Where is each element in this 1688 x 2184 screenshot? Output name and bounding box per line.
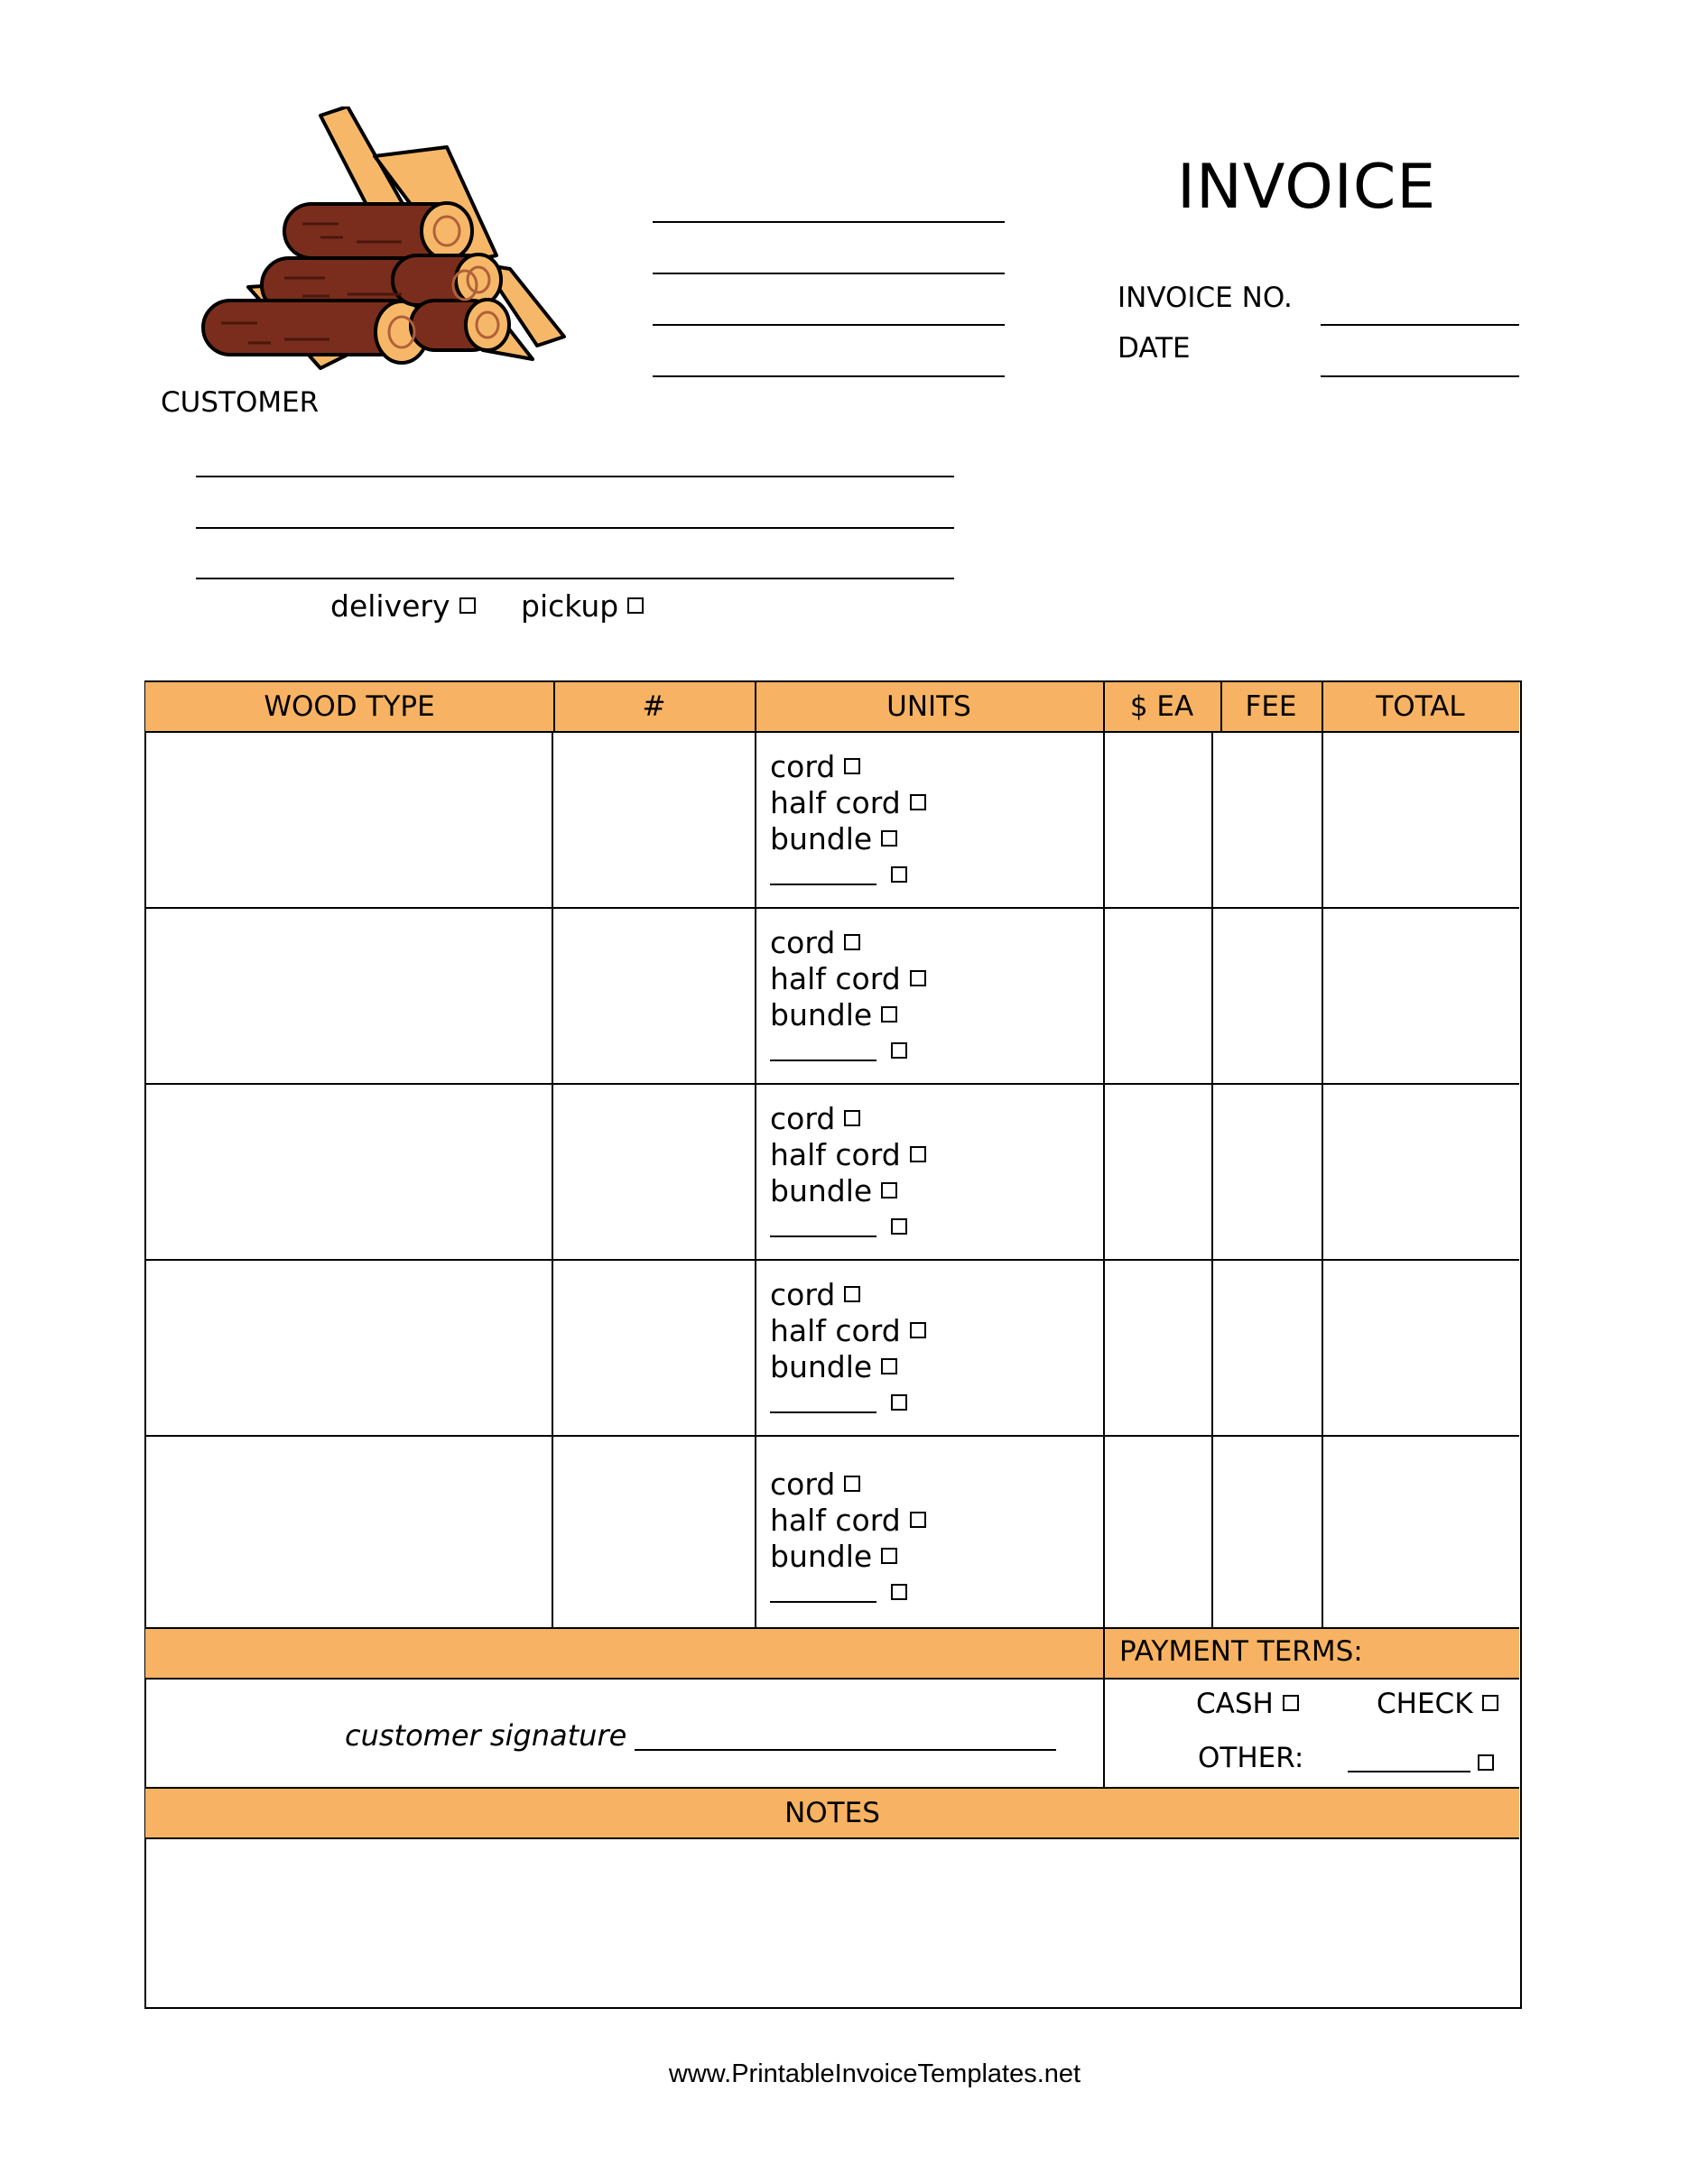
col-wood-type: WOOD TYPE xyxy=(264,690,435,723)
date-field[interactable] xyxy=(1321,375,1519,377)
invoice-no-field[interactable] xyxy=(1321,324,1519,326)
cash-label: CASH xyxy=(1196,1688,1274,1720)
unit-option-other[interactable] xyxy=(770,1209,926,1245)
unit-option-cord[interactable]: cord xyxy=(770,1467,926,1503)
unit-option-bundle[interactable]: bundle xyxy=(770,821,926,857)
col-divider-2 xyxy=(755,731,756,1628)
unit-option-other[interactable] xyxy=(770,1575,926,1611)
unit-option-cord[interactable]: cord xyxy=(770,925,926,961)
customer-line-3[interactable] xyxy=(196,578,954,579)
customer-line-2[interactable] xyxy=(196,527,954,529)
check-option[interactable] xyxy=(1377,1688,1498,1720)
customer-label: CUSTOMER xyxy=(161,386,320,419)
other-checkbox[interactable] xyxy=(1478,1754,1494,1771)
payment-terms-label: PAYMENT TERMS: xyxy=(1119,1635,1363,1668)
company-line-4[interactable] xyxy=(653,375,1005,377)
company-line-1[interactable] xyxy=(653,221,1005,223)
unit-option-other[interactable] xyxy=(770,857,926,893)
col-divider-3 xyxy=(1103,731,1105,1628)
delivery-label: delivery xyxy=(330,588,450,624)
col-units: UNITS xyxy=(886,690,971,723)
col-price-each: $ EA xyxy=(1129,690,1194,723)
notes-bar xyxy=(145,1787,1519,1839)
unit-option-cord[interactable]: cord xyxy=(770,1101,926,1137)
unit-option-half-cord[interactable]: half cord xyxy=(770,785,926,821)
table-row xyxy=(770,925,926,1069)
unit-option-other[interactable] xyxy=(770,1033,926,1069)
notes-label: NOTES xyxy=(784,1797,880,1829)
check-checkbox[interactable] xyxy=(1482,1695,1498,1711)
cash-checkbox[interactable] xyxy=(1283,1695,1299,1711)
cash-option[interactable] xyxy=(1196,1688,1299,1720)
unit-option-cord[interactable]: cord xyxy=(770,1277,926,1313)
delivery-checkbox[interactable] xyxy=(459,597,476,614)
col-divider-5 xyxy=(1322,731,1323,1628)
other-field[interactable] xyxy=(1348,1771,1470,1772)
unit-option-bundle[interactable]: bundle xyxy=(770,1539,926,1575)
footer-url: www.PrintableInvoiceTemplates.net xyxy=(668,2059,1081,2088)
delivery-option[interactable] xyxy=(330,588,476,624)
customer-signature-label: customer signature xyxy=(345,1718,627,1753)
notes-area[interactable] xyxy=(146,1838,1518,2004)
customer-signature-field[interactable] xyxy=(635,1749,1056,1751)
unit-option-half-cord[interactable]: half cord xyxy=(770,1503,926,1539)
unit-option-cord[interactable]: cord xyxy=(770,749,926,785)
invoice-no-label: INVOICE NO. xyxy=(1118,282,1293,314)
other-label: OTHER: xyxy=(1198,1742,1304,1774)
col-total: TOTAL xyxy=(1376,690,1465,723)
col-divider-1 xyxy=(552,731,553,1628)
company-line-3[interactable] xyxy=(653,324,1005,326)
pickup-checkbox[interactable] xyxy=(627,597,644,614)
unit-option-half-cord[interactable]: half cord xyxy=(770,961,926,997)
table-row xyxy=(770,749,926,893)
unit-option-other[interactable] xyxy=(770,1385,926,1421)
invoice-title: INVOICE xyxy=(1177,152,1437,223)
date-label: DATE xyxy=(1118,332,1191,365)
firewood-pile-icon xyxy=(185,106,573,382)
unit-option-half-cord[interactable]: half cord xyxy=(770,1137,926,1173)
unit-option-half-cord[interactable]: half cord xyxy=(770,1313,926,1349)
customer-line-1[interactable] xyxy=(196,476,954,477)
col-fee: FEE xyxy=(1245,690,1297,723)
table-header-row xyxy=(145,680,1519,733)
pickup-option[interactable] xyxy=(521,588,644,624)
pickup-label: pickup xyxy=(521,588,619,624)
table-row xyxy=(770,1101,926,1245)
unit-option-bundle[interactable]: bundle xyxy=(770,997,926,1033)
check-label: CHECK xyxy=(1377,1688,1473,1720)
col-number: # xyxy=(642,690,666,723)
table-row xyxy=(770,1277,926,1421)
unit-option-bundle[interactable]: bundle xyxy=(770,1173,926,1209)
unit-option-bundle[interactable]: bundle xyxy=(770,1349,926,1385)
company-line-2[interactable] xyxy=(653,273,1005,274)
table-row xyxy=(770,1467,926,1611)
col-divider-4 xyxy=(1211,731,1213,1628)
